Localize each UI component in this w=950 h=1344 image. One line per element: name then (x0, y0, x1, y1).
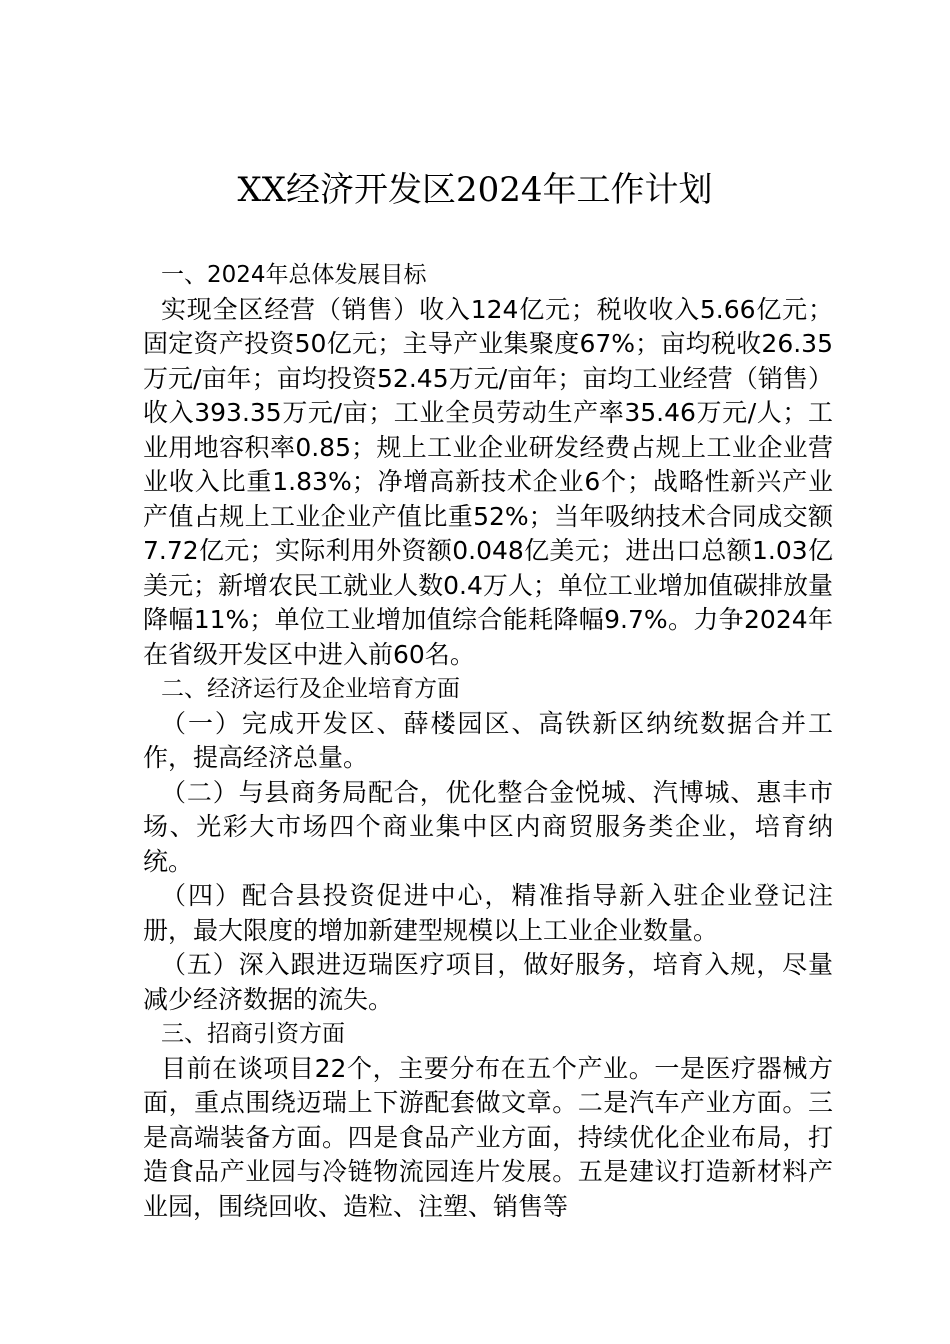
document-title: XX经济开发区2024年工作计划 (237, 170, 713, 210)
paragraph-economy-2: （二）与县商务局配合，优化整合金悦城、汽博城、惠丰市场、光彩大市场四个商业集中区内商贸服务类企业，培育纳统。 (143, 777, 833, 876)
paragraph-economy-4: （四）配合县投资促进中心，精准指导新入驻企业登记注册，最大限度的增加新建型规模以上工业企业数量。 (143, 881, 833, 945)
section-heading-goals: 一、2024年总体发展目标 (161, 262, 427, 288)
paragraph-economy-1: （一）完成开发区、薛楼园区、高铁新区纳统数据合并工作，提高经济总量。 (143, 708, 833, 772)
section-heading-investment: 三、招商引资方面 (161, 1021, 345, 1047)
document-body (143, 258, 833, 1224)
paragraph-investment: 目前在谈项目22个，主要分布在五个产业。一是医疗器械方面，重点围绕迈瑞上下游配套做文章。二是汽车产业方面。三是高端装备方面。四是食品产业方面，持续优化企业布局，打造食品产业园与冷链物流园连片发展。五是建议打造新材料产业园，围绕回收、造粒、注塑、销售等 (143, 1053, 833, 1221)
paragraph-economy-5: （五）深入跟进迈瑞医疗项目，做好服务，培育入规，尽量减少经济数据的流失。 (143, 950, 833, 1014)
paragraph-goals: 实现全区经营（销售）收入124亿元；税收收入5.66亿元；固定资产投资50亿元；主导产业集聚度67%；亩均税收26.35万元/亩年；亩均投资52.45万元/亩年；亩均工业经营（销售）收入393.35万元/亩；工业全员劳动生产率35.46万元/人；工业用地容积率0.85；规上工业企业研发经费占规上工业企业营业收入比重1.83%；净增高新技术企业6个；战略性新兴产业产值占规上工业企业产值比重52%；当年吸纳技术合同成交额7.72亿元；实际利用外资额0.048亿美元；进出口总额1.03亿美元；新增农民工就业人数0.4万人；单位工业增加值碳排放量降幅11%；单位工业增加值综合能耗降幅9.7%。力争2024年在省级开发区中进入前60名。 (143, 294, 833, 669)
section-heading-economy: 二、经济运行及企业培育方面 (161, 676, 460, 702)
